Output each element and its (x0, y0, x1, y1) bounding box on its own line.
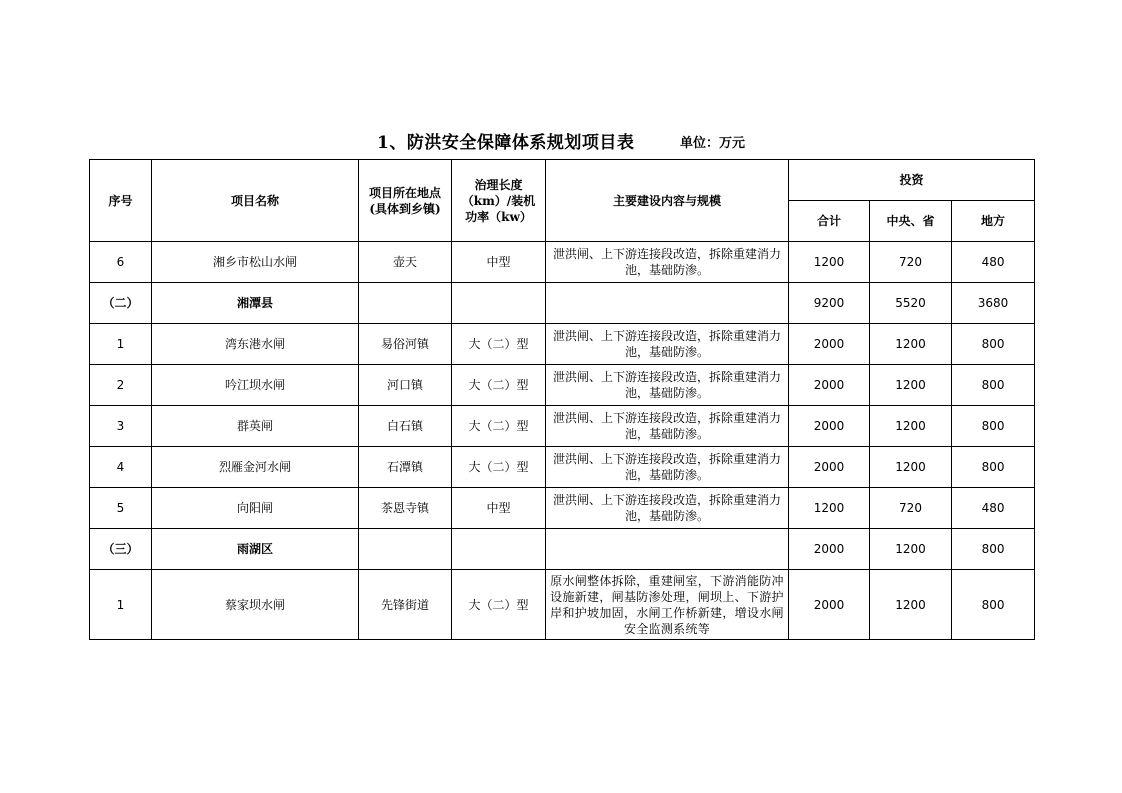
cell-location: 石潭镇 (359, 447, 452, 488)
cell-content: 泄洪闸、上下游连接段改造，拆除重建消力池，基础防渗。 (546, 365, 789, 406)
cell-length: 大（二）型 (452, 447, 546, 488)
cell-central: 1200 (870, 324, 952, 365)
cell-seq: 2 (90, 365, 152, 406)
title-row (0, 128, 1122, 158)
cell-central: 1200 (870, 406, 952, 447)
cell-length: 大（二）型 (452, 324, 546, 365)
cell-total: 1200 (789, 488, 870, 529)
cell-total: 2000 (789, 529, 870, 570)
cell-central: 5520 (870, 283, 952, 324)
header-total: 合计 (789, 201, 870, 242)
table-row (90, 242, 1035, 283)
cell-length: 大（二）型 (452, 570, 546, 640)
cell-location: 茶恩寺镇 (359, 488, 452, 529)
unit-label: 单位：万元 (680, 136, 746, 151)
cell-total: 9200 (789, 283, 870, 324)
cell-local: 800 (952, 447, 1035, 488)
table-row (90, 447, 1035, 488)
page-title: 1、防洪安全保障体系规划项目表 (377, 133, 635, 153)
cell-location: 河口镇 (359, 365, 452, 406)
cell-total: 2000 (789, 406, 870, 447)
cell-seq: 1 (90, 570, 152, 640)
header-seq: 序号 (90, 160, 152, 242)
cell-name: 雨湖区 (152, 529, 359, 570)
cell-length: 中型 (452, 488, 546, 529)
cell-seq: 5 (90, 488, 152, 529)
table-row (90, 406, 1035, 447)
cell-name: 吟江坝水闸 (152, 365, 359, 406)
cell-seq: （三） (90, 529, 152, 570)
cell-seq: （二） (90, 283, 152, 324)
table-row (90, 488, 1035, 529)
cell-name: 湘潭县 (152, 283, 359, 324)
cell-seq: 1 (90, 324, 152, 365)
cell-location: 白石镇 (359, 406, 452, 447)
cell-central: 1200 (870, 529, 952, 570)
header-content: 主要建设内容与规模 (546, 160, 789, 242)
cell-total: 1200 (789, 242, 870, 283)
header-local: 地方 (952, 201, 1035, 242)
cell-total: 2000 (789, 324, 870, 365)
cell-location (359, 283, 452, 324)
cell-seq: 4 (90, 447, 152, 488)
cell-total: 2000 (789, 365, 870, 406)
cell-total: 2000 (789, 570, 870, 640)
cell-local: 800 (952, 570, 1035, 640)
cell-name: 向阳闸 (152, 488, 359, 529)
cell-location (359, 529, 452, 570)
cell-content (546, 529, 789, 570)
cell-content: 原水闸整体拆除，重建闸室，下游消能防冲设施新建，闸基防渗处理，闸坝上、下游护岸和护坡加固，水闸工作桥新建，增设水闸安全监测系统等 (546, 570, 789, 640)
cell-local: 480 (952, 242, 1035, 283)
cell-name: 烈雁金河水闸 (152, 447, 359, 488)
cell-central: 720 (870, 242, 952, 283)
cell-seq: 3 (90, 406, 152, 447)
cell-length (452, 283, 546, 324)
cell-local: 3680 (952, 283, 1035, 324)
cell-name: 湘乡市松山水闸 (152, 242, 359, 283)
cell-name: 蔡家坝水闸 (152, 570, 359, 640)
cell-local: 800 (952, 529, 1035, 570)
table-row (90, 365, 1035, 406)
table-row (90, 570, 1035, 640)
header-length: 治理长度（km）/装机功率（kw） (452, 160, 546, 242)
cell-central: 1200 (870, 365, 952, 406)
header-name: 项目名称 (152, 160, 359, 242)
cell-length: 大（二）型 (452, 365, 546, 406)
cell-content: 泄洪闸、上下游连接段改造，拆除重建消力池，基础防渗。 (546, 447, 789, 488)
header-row-1 (90, 160, 1035, 201)
cell-content: 泄洪闸、上下游连接段改造，拆除重建消力池，基础防渗。 (546, 406, 789, 447)
cell-name: 湾东港水闸 (152, 324, 359, 365)
cell-content: 泄洪闸、上下游连接段改造，拆除重建消力池，基础防渗。 (546, 324, 789, 365)
cell-content: 泄洪闸、上下游连接段改造，拆除重建消力池，基础防渗。 (546, 488, 789, 529)
table-row (90, 324, 1035, 365)
cell-total: 2000 (789, 447, 870, 488)
cell-content (546, 283, 789, 324)
cell-central: 1200 (870, 570, 952, 640)
cell-location: 先锋街道 (359, 570, 452, 640)
cell-local: 800 (952, 406, 1035, 447)
cell-local: 800 (952, 324, 1035, 365)
cell-central: 1200 (870, 447, 952, 488)
cell-location: 易俗河镇 (359, 324, 452, 365)
cell-content: 泄洪闸、上下游连接段改造，拆除重建消力池，基础防渗。 (546, 242, 789, 283)
cell-seq: 6 (90, 242, 152, 283)
header-location: 项目所在地点(具体到乡镇) (359, 160, 452, 242)
cell-length: 中型 (452, 242, 546, 283)
cell-length (452, 529, 546, 570)
cell-length: 大（二）型 (452, 406, 546, 447)
table-row-group (90, 529, 1035, 570)
header-investment: 投资 (789, 160, 1035, 201)
project-table (89, 159, 1035, 640)
cell-local: 480 (952, 488, 1035, 529)
cell-location: 壶天 (359, 242, 452, 283)
header-central: 中央、省 (870, 201, 952, 242)
cell-local: 800 (952, 365, 1035, 406)
cell-central: 720 (870, 488, 952, 529)
table-row-group (90, 283, 1035, 324)
cell-name: 群英闸 (152, 406, 359, 447)
